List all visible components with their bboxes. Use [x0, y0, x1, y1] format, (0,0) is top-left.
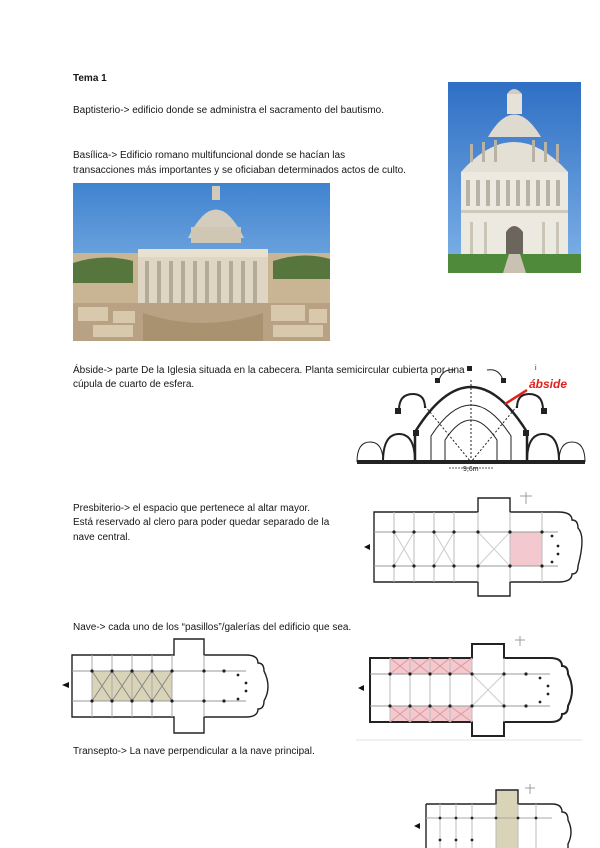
baptistery-photo: [448, 82, 581, 273]
apse-diagram: [355, 362, 587, 484]
apse-scale-label: 9,6m: [463, 466, 479, 473]
abside-text-line2: cúpula de cuarto de esfera.: [73, 379, 195, 390]
baptisterio-text: Baptisterio-> edificio donde se administra el sacramento del bautismo.: [73, 105, 384, 116]
presbiterio-text-line1: Presbiterio-> el espacio que pertenece al altar mayor.: [73, 503, 311, 514]
nave-floor-plan-right: [356, 636, 582, 742]
nave-floor-plan-left: [60, 637, 280, 737]
transepto-text: Transepto-> La nave perpendicular a la nave principal.: [73, 746, 315, 757]
presbiterio-text-line2: Está reservado al clero para poder quedar separado de la: [73, 517, 330, 528]
basilica-text-line2: transacciones más importantes y se oficiaban determinados actos de culto.: [73, 165, 406, 176]
presbytery-floor-plan: [362, 490, 590, 600]
saint-peters-basilica-photo: [73, 183, 330, 341]
apse-label: ábside: [529, 377, 568, 391]
presbiterio-text-line3: nave central.: [73, 532, 131, 543]
abside-text-line1: Ábside-> parte De la Iglesia situada en la cabecera. Planta semicircular cubierta por una: [73, 365, 465, 376]
basilica-text-line1: Basílica-> Edificio romano multifuncional donde se hacían las: [73, 150, 346, 161]
svg-text:i: i: [535, 365, 537, 372]
page-title: Tema 1: [73, 73, 107, 84]
nave-text: Nave-> cada uno de los “pasillos”/galerías del edificio que sea.: [73, 622, 352, 633]
transept-floor-plan: [412, 780, 590, 848]
